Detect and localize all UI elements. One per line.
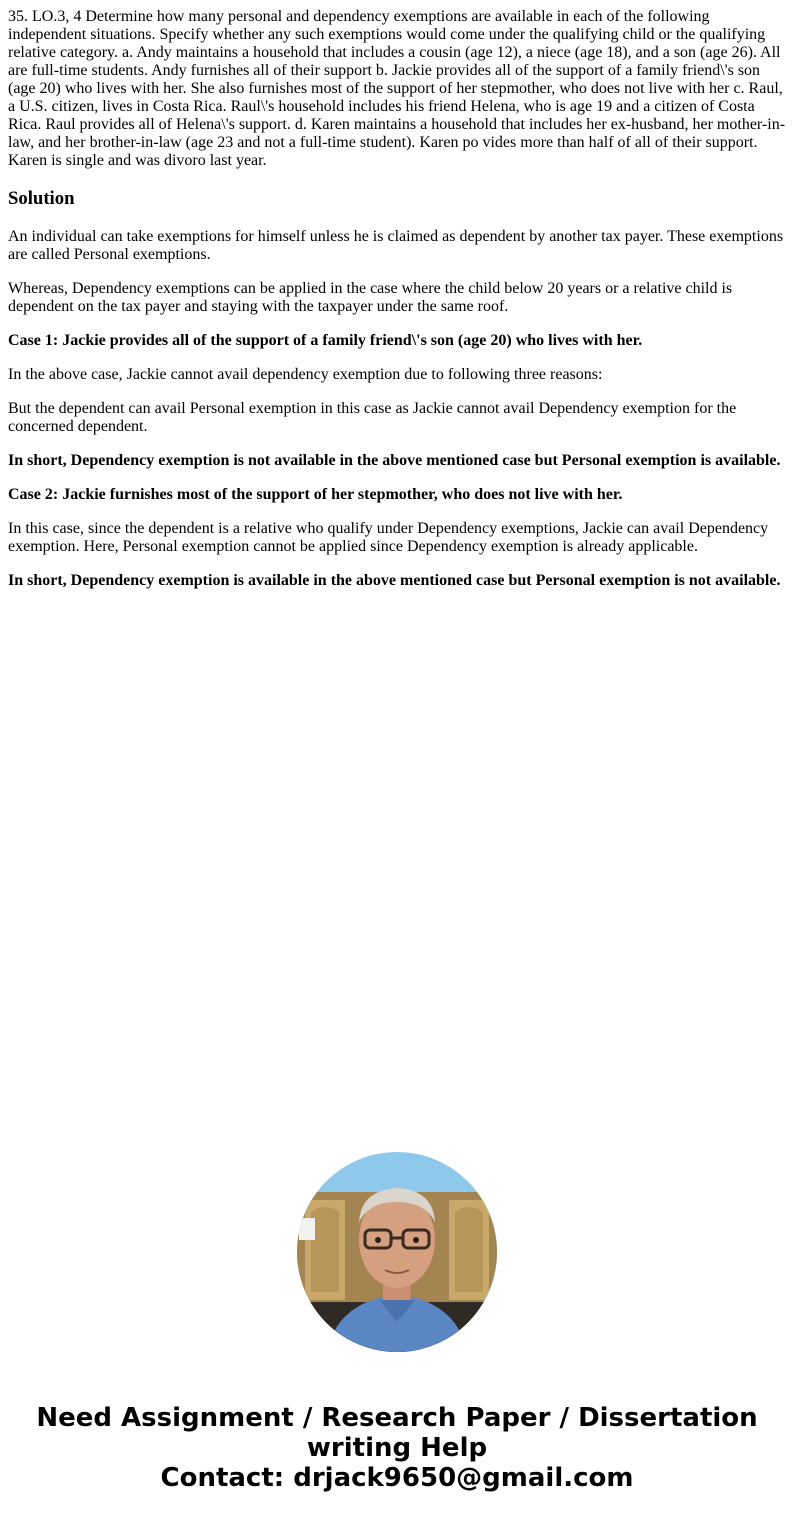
footer-contact — [0, 1403, 794, 1493]
paragraph-dependency-exemptions: Whereas, Dependency exemptions can be applied in the case where the child below 20 years or a relative child is dependent on the tax payer and staying with the taxpayer under the same roof. — [8, 280, 733, 315]
footer-email: Contact: drjack9650@gmail.com — [160, 1463, 634, 1493]
footer-help-text: Need Assignment / Research Paper / Dissertation writing Help — [36, 1403, 758, 1463]
case1-paragraph-reasons: In the above case, Jackie cannot avail dependency exemption due to following three reasons: — [8, 366, 603, 383]
case1-title: Case 1: Jackie provides all of the support of a family friend\'s son (age 20) who lives with her. — [8, 332, 643, 349]
solution-heading: Solution — [8, 188, 75, 209]
case1-summary: In short, Dependency exemption is not available in the above mentioned case but Personal exemption is available. — [8, 452, 781, 469]
paragraph-personal-exemptions: An individual can take exemptions for himself unless he is claimed as dependent by another tax payer. These exemptions are called Personal exemptions. — [8, 228, 784, 263]
question-text: 35. LO.3, 4 Determine how many personal and dependency exemptions are available in each of the following independent situations. Specify whether any such exemptions would come under the qualifying child or the qualifying relative category. a. Andy maintains a household that includes a cousin (age 12), a niece (age 18), and a son (age 26). All are full-time students. Andy furnishes all of their support b. Jackie provides all of the support of a family friend\'s son (age 20) who lives with her. She also furnishes most of the support of her stepmother, who does not live with her c. Raul, a U.S. citizen, lives in Costa Rica. Raul\'s household includes his friend Helena, who is age 19 and a citizen of Costa Rica. Raul provides all of Helena\'s support. d. Karen maintains a household that includes her ex-husband, her mother-in-law, and her brother-in-law (age 23 and not a full-time student). Karen po vides more than half of all of their support. Karen is single and was divoro last year. — [8, 8, 786, 169]
case2-paragraph: In this case, since the dependent is a relative who qualify under Dependency exemptions, Jackie can avail Dependency exemption. Here, Personal exemption cannot be applied since Dependency exemption is already applicable. — [8, 520, 769, 555]
case2-summary: In short, Dependency exemption is available in the above mentioned case but Personal exemption is not available. — [8, 572, 781, 589]
portrait-illustration — [297, 1152, 497, 1352]
case1-paragraph-personal: But the dependent can avail Personal exemption in this case as Jackie cannot avail Dependency exemption for the concerned dependent. — [8, 400, 737, 435]
case2-title: Case 2: Jackie furnishes most of the support of her stepmother, who does not live with her. — [8, 486, 623, 503]
document-content — [8, 8, 786, 606]
author-avatar — [297, 1152, 497, 1352]
